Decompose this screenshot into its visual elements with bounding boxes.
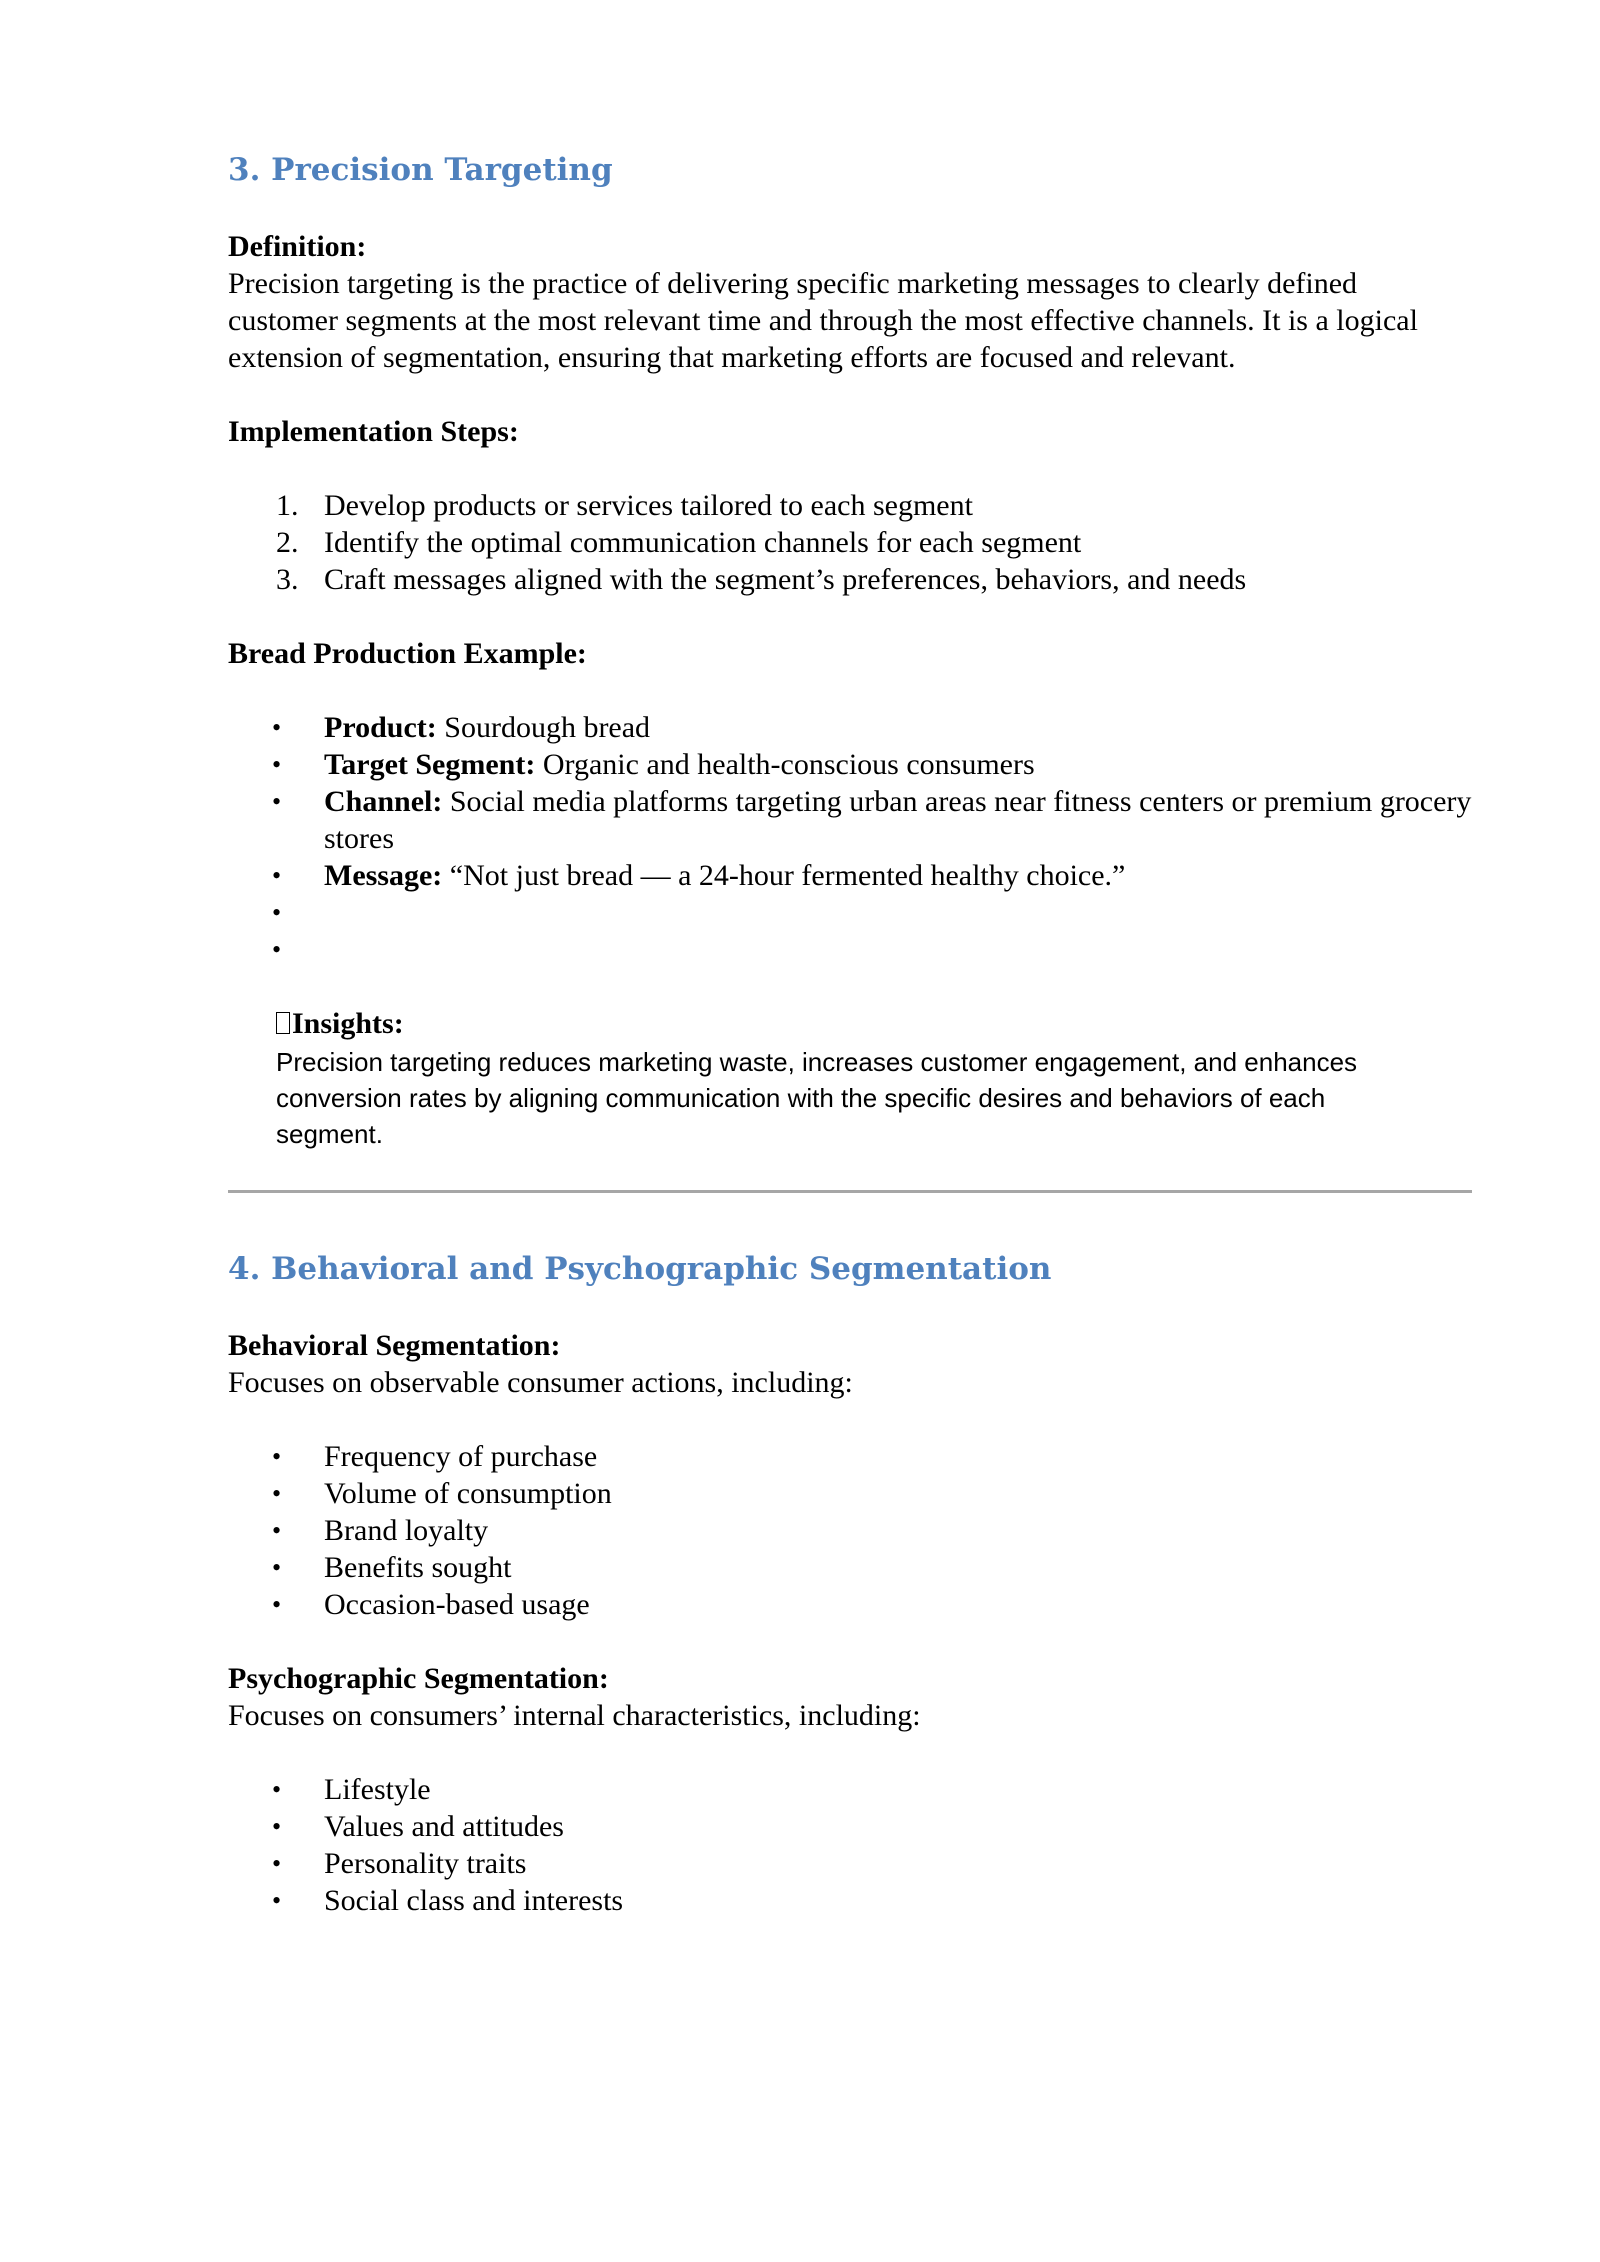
list-item [228,894,1472,931]
definition-label: Definition: [228,230,367,263]
bullet-icon: • [272,898,282,927]
bullet-icon: • [272,1442,282,1471]
list-item: • Personality traits [272,1847,527,1880]
psychographic-text: Focuses on consumers’ internal characteristics, including: [228,1699,921,1732]
bullet-icon: • [272,1479,282,1508]
bullet-icon: • [272,1886,282,1915]
bullet-icon: • [272,1849,282,1878]
list-item: • Channel: Social media platforms targeting urban areas near fitness centers or premium grocery stores [272,785,1472,855]
behavioral-label: Behavioral Segmentation: [228,1329,561,1362]
psychographic-label: Psychographic Segmentation: [228,1662,609,1695]
implementation-steps-label: Implementation Steps: [228,415,519,448]
list-item: • Frequency of purchase [272,1440,598,1473]
list-item: 1. Develop products or services tailored to each segment [276,489,973,522]
behavioral-list [228,1438,1472,1623]
list-item: • Occasion-based usage [272,1588,590,1621]
behavioral-text: Focuses on observable consumer actions, including: [228,1366,853,1399]
bullet-icon: • [272,861,282,890]
insights-text: Precision targeting reduces marketing waste, increases customer engagement, and enhances conversion rates by aligning communication with the specific desires and behaviors of each segment. [276,1047,1358,1149]
step-number: 1. [276,489,299,522]
insights-block [228,1005,1472,1152]
list-item: • Product: Sourdough bread [272,711,651,744]
list-item: • Benefits sought [272,1551,512,1584]
section-3-heading: 3. Precision Targeting [228,152,613,188]
bread-example-label: Bread Production Example: [228,637,587,670]
bullet-icon: • [272,1516,282,1545]
bullet-icon: • [272,1775,282,1804]
bullet-icon: • [272,1553,282,1582]
bread-example-list [228,709,1472,968]
step-number: 2. [276,526,299,559]
list-item: • Target Segment: Organic and health-conscious consumers [272,748,1035,781]
list-item: • Brand loyalty [272,1514,489,1547]
bullet-icon: • [272,935,282,964]
section-4-heading: 4. Behavioral and Psychographic Segmentation [228,1251,1052,1287]
list-item: • Social class and interests [272,1884,624,1917]
list-item [228,931,1472,968]
list-item: 2. Identify the optimal communication channels for each segment [276,526,1082,559]
list-item: • Volume of consumption [272,1477,612,1510]
implementation-steps-list [228,487,1472,598]
psychographic-list [228,1771,1472,1919]
step-number: 3. [276,563,299,596]
list-item: • Message: “Not just bread — a 24-hour fermented healthy choice.” [272,859,1126,892]
bullet-icon: • [272,1812,282,1841]
definition-text: Precision targeting is the practice of delivering specific marketing messages to clearly defined customer segments at the most relevant time and through the most effective channels. It is a logical extension of segmentation, ensuring that marketing efforts are focused and relevant. [228,267,1418,374]
bullet-icon: • [272,713,282,742]
list-item: • Lifestyle [272,1773,431,1806]
list-item: 3. Craft messages aligned with the segment’s preferences, behaviors, and needs [276,563,1247,596]
bullet-icon: • [272,750,282,779]
bullet-icon: • [272,787,282,816]
insights-title: Insights: [276,1005,1472,1042]
list-item: • Values and attitudes [272,1810,564,1843]
bullet-icon: • [272,1590,282,1619]
missing-glyph-icon [276,1012,290,1034]
